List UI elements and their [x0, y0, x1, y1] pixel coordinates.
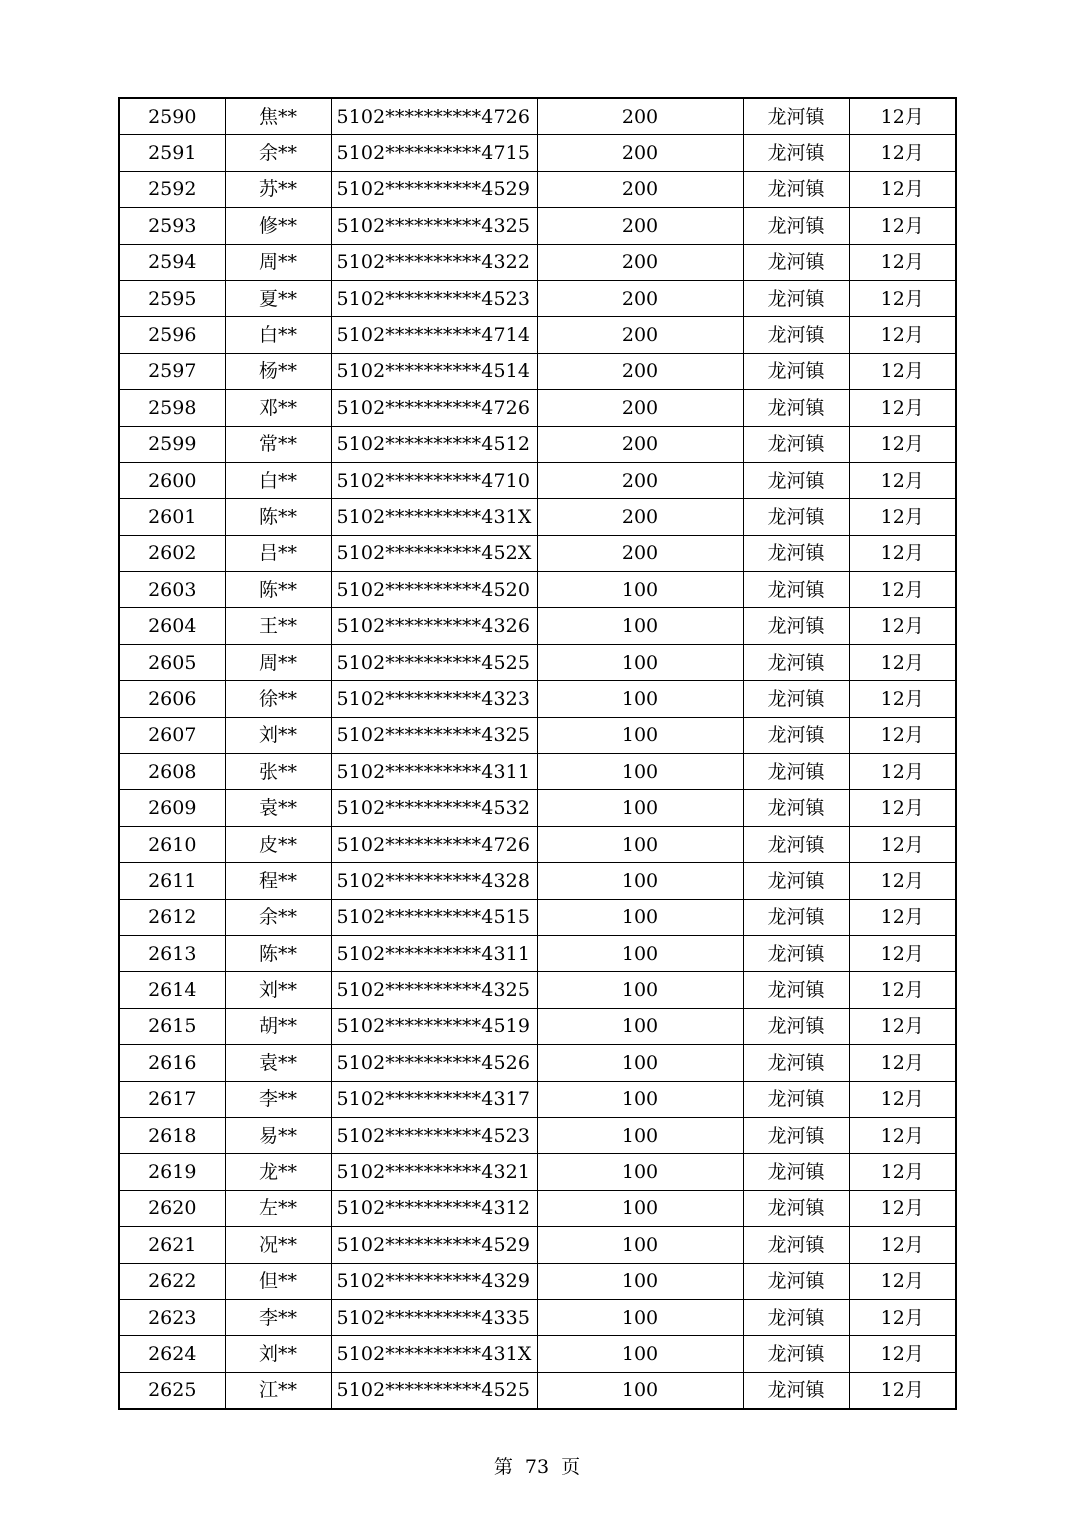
table-row: [119, 572, 956, 608]
table-row: [119, 390, 956, 426]
amount-cell: 100: [537, 863, 743, 899]
id-number-cell: 5102**********4526: [331, 1045, 537, 1081]
name-cell: 修**: [225, 208, 331, 244]
table-row: [119, 608, 956, 644]
name-cell: 陈**: [225, 572, 331, 608]
serial-number-cell: 2604: [119, 608, 225, 644]
serial-number-cell: 2590: [119, 98, 225, 135]
amount-cell: 100: [537, 1263, 743, 1299]
serial-number-cell: 2591: [119, 135, 225, 171]
name-cell: 刘**: [225, 972, 331, 1008]
id-number-cell: 5102**********4323: [331, 681, 537, 717]
town-cell: 龙河镇: [743, 863, 849, 899]
amount-cell: 200: [537, 244, 743, 280]
id-number-cell: 5102**********4520: [331, 572, 537, 608]
name-cell: 王**: [225, 608, 331, 644]
name-cell: 邓**: [225, 390, 331, 426]
amount-cell: 100: [537, 972, 743, 1008]
month-cell: 12月: [849, 1117, 956, 1153]
serial-number-cell: 2625: [119, 1372, 225, 1409]
town-cell: 龙河镇: [743, 1081, 849, 1117]
amount-cell: 200: [537, 317, 743, 353]
town-cell: 龙河镇: [743, 280, 849, 316]
serial-number-cell: 2592: [119, 171, 225, 207]
name-cell: 陈**: [225, 935, 331, 971]
table-row: [119, 1045, 956, 1081]
month-cell: 12月: [849, 935, 956, 971]
month-cell: 12月: [849, 390, 956, 426]
month-cell: 12月: [849, 608, 956, 644]
month-cell: 12月: [849, 462, 956, 498]
table-row: [119, 353, 956, 389]
name-cell: 刘**: [225, 1336, 331, 1372]
town-cell: 龙河镇: [743, 244, 849, 280]
amount-cell: 200: [537, 98, 743, 135]
month-cell: 12月: [849, 1190, 956, 1226]
town-cell: 龙河镇: [743, 717, 849, 753]
amount-cell: 100: [537, 1045, 743, 1081]
town-cell: 龙河镇: [743, 572, 849, 608]
amount-cell: 100: [537, 754, 743, 790]
id-number-cell: 5102**********4515: [331, 899, 537, 935]
serial-number-cell: 2611: [119, 863, 225, 899]
table-row: [119, 863, 956, 899]
table-row: [119, 1117, 956, 1153]
name-cell: 余**: [225, 135, 331, 171]
table-row: [119, 135, 956, 171]
town-cell: 龙河镇: [743, 754, 849, 790]
page-number: 73: [524, 1456, 550, 1478]
table-row: [119, 280, 956, 316]
table-row: [119, 935, 956, 971]
name-cell: 但**: [225, 1263, 331, 1299]
town-cell: 龙河镇: [743, 353, 849, 389]
month-cell: 12月: [849, 1263, 956, 1299]
month-cell: 12月: [849, 572, 956, 608]
name-cell: 周**: [225, 244, 331, 280]
serial-number-cell: 2622: [119, 1263, 225, 1299]
id-number-cell: 5102**********4714: [331, 317, 537, 353]
id-number-cell: 5102**********431X: [331, 1336, 537, 1372]
amount-cell: 200: [537, 353, 743, 389]
month-cell: 12月: [849, 1372, 956, 1409]
name-cell: 皮**: [225, 826, 331, 862]
table-row: [119, 790, 956, 826]
id-number-cell: 5102**********4322: [331, 244, 537, 280]
town-cell: 龙河镇: [743, 1117, 849, 1153]
name-cell: 杨**: [225, 353, 331, 389]
serial-number-cell: 2623: [119, 1299, 225, 1335]
serial-number-cell: 2596: [119, 317, 225, 353]
id-number-cell: 5102**********4312: [331, 1190, 537, 1226]
amount-cell: 200: [537, 171, 743, 207]
table-row: [119, 1227, 956, 1263]
serial-number-cell: 2610: [119, 826, 225, 862]
amount-cell: 100: [537, 681, 743, 717]
table-row: [119, 499, 956, 535]
town-cell: 龙河镇: [743, 535, 849, 571]
month-cell: 12月: [849, 1227, 956, 1263]
town-cell: 龙河镇: [743, 826, 849, 862]
id-number-cell: 5102**********4715: [331, 135, 537, 171]
month-cell: 12月: [849, 1081, 956, 1117]
town-cell: 龙河镇: [743, 317, 849, 353]
name-cell: 吕**: [225, 535, 331, 571]
month-cell: 12月: [849, 972, 956, 1008]
town-cell: 龙河镇: [743, 1372, 849, 1409]
name-cell: 李**: [225, 1299, 331, 1335]
town-cell: 龙河镇: [743, 1190, 849, 1226]
id-number-cell: 5102**********4317: [331, 1081, 537, 1117]
serial-number-cell: 2619: [119, 1154, 225, 1190]
amount-cell: 100: [537, 1081, 743, 1117]
name-cell: 袁**: [225, 790, 331, 826]
month-cell: 12月: [849, 426, 956, 462]
month-cell: 12月: [849, 171, 956, 207]
town-cell: 龙河镇: [743, 171, 849, 207]
month-cell: 12月: [849, 499, 956, 535]
amount-cell: 200: [537, 280, 743, 316]
table-row: [119, 535, 956, 571]
town-cell: 龙河镇: [743, 681, 849, 717]
month-cell: 12月: [849, 280, 956, 316]
month-cell: 12月: [849, 1008, 956, 1044]
page-footer-suffix: 页: [561, 1456, 581, 1478]
month-cell: 12月: [849, 826, 956, 862]
town-cell: 龙河镇: [743, 135, 849, 171]
serial-number-cell: 2602: [119, 535, 225, 571]
id-number-cell: 5102**********4710: [331, 462, 537, 498]
page-footer-prefix: 第: [493, 1456, 513, 1478]
month-cell: 12月: [849, 135, 956, 171]
month-cell: 12月: [849, 717, 956, 753]
town-cell: 龙河镇: [743, 899, 849, 935]
amount-cell: 100: [537, 1190, 743, 1226]
id-number-cell: 5102**********431X: [331, 499, 537, 535]
serial-number-cell: 2609: [119, 790, 225, 826]
serial-number-cell: 2620: [119, 1190, 225, 1226]
amount-cell: 100: [537, 1008, 743, 1044]
town-cell: 龙河镇: [743, 790, 849, 826]
month-cell: 12月: [849, 790, 956, 826]
amount-cell: 200: [537, 135, 743, 171]
serial-number-cell: 2607: [119, 717, 225, 753]
amount-cell: 200: [537, 208, 743, 244]
table-row: [119, 98, 956, 135]
serial-number-cell: 2608: [119, 754, 225, 790]
name-cell: 左**: [225, 1190, 331, 1226]
id-number-cell: 5102**********4529: [331, 1227, 537, 1263]
roster-table: [118, 97, 957, 1410]
name-cell: 张**: [225, 754, 331, 790]
serial-number-cell: 2597: [119, 353, 225, 389]
town-cell: 龙河镇: [743, 1045, 849, 1081]
amount-cell: 200: [537, 462, 743, 498]
id-number-cell: 5102**********4325: [331, 717, 537, 753]
amount-cell: 200: [537, 535, 743, 571]
id-number-cell: 5102**********4311: [331, 754, 537, 790]
id-number-cell: 5102**********4328: [331, 863, 537, 899]
serial-number-cell: 2618: [119, 1117, 225, 1153]
month-cell: 12月: [849, 208, 956, 244]
town-cell: 龙河镇: [743, 98, 849, 135]
id-number-cell: 5102**********452X: [331, 535, 537, 571]
id-number-cell: 5102**********4525: [331, 1372, 537, 1409]
id-number-cell: 5102**********4514: [331, 353, 537, 389]
month-cell: 12月: [849, 98, 956, 135]
town-cell: 龙河镇: [743, 1008, 849, 1044]
month-cell: 12月: [849, 1154, 956, 1190]
serial-number-cell: 2621: [119, 1227, 225, 1263]
table-row: [119, 826, 956, 862]
month-cell: 12月: [849, 644, 956, 680]
amount-cell: 100: [537, 717, 743, 753]
id-number-cell: 5102**********4311: [331, 935, 537, 971]
id-number-cell: 5102**********4325: [331, 208, 537, 244]
month-cell: 12月: [849, 244, 956, 280]
table-row: [119, 462, 956, 498]
serial-number-cell: 2606: [119, 681, 225, 717]
id-number-cell: 5102**********4726: [331, 826, 537, 862]
table-row: [119, 1008, 956, 1044]
table-row: [119, 1336, 956, 1372]
serial-number-cell: 2617: [119, 1081, 225, 1117]
town-cell: 龙河镇: [743, 499, 849, 535]
town-cell: 龙河镇: [743, 1263, 849, 1299]
page-footer: [0, 1456, 1074, 1478]
name-cell: 袁**: [225, 1045, 331, 1081]
name-cell: 胡**: [225, 1008, 331, 1044]
table-row: [119, 317, 956, 353]
serial-number-cell: 2624: [119, 1336, 225, 1372]
amount-cell: 100: [537, 899, 743, 935]
serial-number-cell: 2600: [119, 462, 225, 498]
serial-number-cell: 2615: [119, 1008, 225, 1044]
id-number-cell: 5102**********4325: [331, 972, 537, 1008]
serial-number-cell: 2595: [119, 280, 225, 316]
name-cell: 白**: [225, 462, 331, 498]
table-row: [119, 644, 956, 680]
name-cell: 陈**: [225, 499, 331, 535]
serial-number-cell: 2598: [119, 390, 225, 426]
month-cell: 12月: [849, 899, 956, 935]
month-cell: 12月: [849, 863, 956, 899]
amount-cell: 100: [537, 1154, 743, 1190]
month-cell: 12月: [849, 353, 956, 389]
serial-number-cell: 2614: [119, 972, 225, 1008]
month-cell: 12月: [849, 1299, 956, 1335]
name-cell: 周**: [225, 644, 331, 680]
table-row: [119, 1154, 956, 1190]
id-number-cell: 5102**********4519: [331, 1008, 537, 1044]
town-cell: 龙河镇: [743, 1154, 849, 1190]
serial-number-cell: 2594: [119, 244, 225, 280]
name-cell: 徐**: [225, 681, 331, 717]
name-cell: 苏**: [225, 171, 331, 207]
town-cell: 龙河镇: [743, 972, 849, 1008]
amount-cell: 100: [537, 572, 743, 608]
table-row: [119, 754, 956, 790]
id-number-cell: 5102**********4726: [331, 98, 537, 135]
month-cell: 12月: [849, 1045, 956, 1081]
table-row: [119, 171, 956, 207]
id-number-cell: 5102**********4523: [331, 1117, 537, 1153]
amount-cell: 100: [537, 826, 743, 862]
amount-cell: 200: [537, 426, 743, 462]
id-number-cell: 5102**********4512: [331, 426, 537, 462]
amount-cell: 100: [537, 608, 743, 644]
id-number-cell: 5102**********4321: [331, 1154, 537, 1190]
name-cell: 江**: [225, 1372, 331, 1409]
serial-number-cell: 2593: [119, 208, 225, 244]
id-number-cell: 5102**********4525: [331, 644, 537, 680]
table-row: [119, 208, 956, 244]
id-number-cell: 5102**********4326: [331, 608, 537, 644]
amount-cell: 100: [537, 1227, 743, 1263]
month-cell: 12月: [849, 535, 956, 571]
amount-cell: 100: [537, 1336, 743, 1372]
table-row: [119, 1299, 956, 1335]
town-cell: 龙河镇: [743, 608, 849, 644]
month-cell: 12月: [849, 681, 956, 717]
town-cell: 龙河镇: [743, 462, 849, 498]
name-cell: 程**: [225, 863, 331, 899]
roster-table-body: [119, 98, 956, 1409]
amount-cell: 100: [537, 1117, 743, 1153]
town-cell: 龙河镇: [743, 935, 849, 971]
id-number-cell: 5102**********4329: [331, 1263, 537, 1299]
month-cell: 12月: [849, 1336, 956, 1372]
amount-cell: 100: [537, 790, 743, 826]
table-row: [119, 1081, 956, 1117]
serial-number-cell: 2601: [119, 499, 225, 535]
serial-number-cell: 2605: [119, 644, 225, 680]
name-cell: 常**: [225, 426, 331, 462]
amount-cell: 100: [537, 1372, 743, 1409]
name-cell: 况**: [225, 1227, 331, 1263]
town-cell: 龙河镇: [743, 426, 849, 462]
month-cell: 12月: [849, 317, 956, 353]
id-number-cell: 5102**********4529: [331, 171, 537, 207]
table-row: [119, 1372, 956, 1409]
table-row: [119, 972, 956, 1008]
amount-cell: 200: [537, 390, 743, 426]
serial-number-cell: 2599: [119, 426, 225, 462]
name-cell: 易**: [225, 1117, 331, 1153]
serial-number-cell: 2616: [119, 1045, 225, 1081]
name-cell: 龙**: [225, 1154, 331, 1190]
table-row: [119, 681, 956, 717]
town-cell: 龙河镇: [743, 1227, 849, 1263]
town-cell: 龙河镇: [743, 1336, 849, 1372]
table-row: [119, 426, 956, 462]
amount-cell: 100: [537, 935, 743, 971]
serial-number-cell: 2612: [119, 899, 225, 935]
amount-cell: 100: [537, 644, 743, 680]
town-cell: 龙河镇: [743, 644, 849, 680]
name-cell: 白**: [225, 317, 331, 353]
id-number-cell: 5102**********4532: [331, 790, 537, 826]
town-cell: 龙河镇: [743, 208, 849, 244]
id-number-cell: 5102**********4523: [331, 280, 537, 316]
town-cell: 龙河镇: [743, 390, 849, 426]
amount-cell: 100: [537, 1299, 743, 1335]
serial-number-cell: 2603: [119, 572, 225, 608]
table-row: [119, 244, 956, 280]
name-cell: 余**: [225, 899, 331, 935]
town-cell: 龙河镇: [743, 1299, 849, 1335]
name-cell: 刘**: [225, 717, 331, 753]
id-number-cell: 5102**********4335: [331, 1299, 537, 1335]
name-cell: 李**: [225, 1081, 331, 1117]
table-row: [119, 1190, 956, 1226]
name-cell: 夏**: [225, 280, 331, 316]
serial-number-cell: 2613: [119, 935, 225, 971]
amount-cell: 200: [537, 499, 743, 535]
month-cell: 12月: [849, 754, 956, 790]
table-row: [119, 717, 956, 753]
table-row: [119, 1263, 956, 1299]
id-number-cell: 5102**********4726: [331, 390, 537, 426]
name-cell: 焦**: [225, 98, 331, 135]
table-row: [119, 899, 956, 935]
